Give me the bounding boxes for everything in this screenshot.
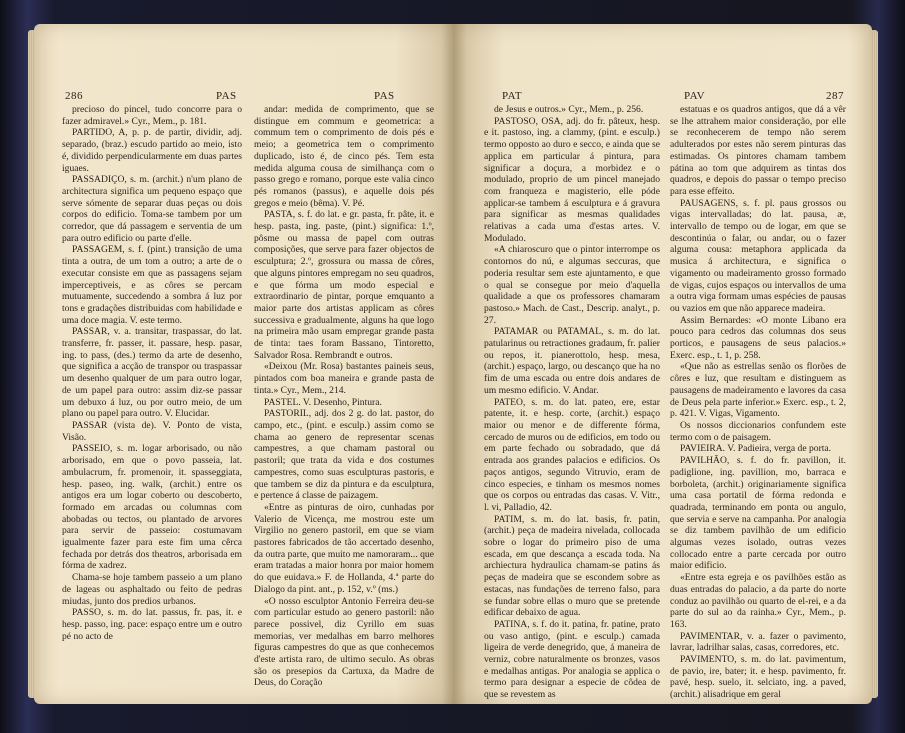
right-page-column-1 [484, 104, 660, 701]
dictionary-paragraph: andar: medida de comprimento, que se distingue em commum e geometrica: a commum tem o comprimento de dois pés e meio; a geometrica tem o comprimento duplicado, isto é, de cinco pés. Tem esta medida alguma cousa de similhança com o passo grego e romano, porque este valia cinco pés romanos (passus), e aquelle dois pés gregos e meio (bêma). V. Pé. [254, 104, 434, 209]
dictionary-paragraph: PATIM, s. m. do lat. basis, fr. patin, (archit.) peça de madeira nivelada, collocada sobre o logar do primeiro piso de uma escada, em que descança a escada toda. Na archiectura hydraulica chamam-se patins ás peças de madeira que se escondem sobre as estacas, nas fundações de terreno falso, para se fundar sobre ellas o muro que se pretende edificar debaixo de agua. [484, 513, 660, 619]
dictionary-paragraph: PAUSAGENS, s. f. pl. paus grossos ou vigas intervalladas; do lat. pausa, æ, intervallo de tempo ou de logar, em que se descontinúa o falar, ou andar, ou o fazer alguma cousa: metaphora applicada da musica á architectura, e significa o vigamento ou madeiramento grosso formado de vigas, cujos espaços ou intervallos de uma a outra viga formam umas espécies de pausas ou vazios em que não apparece madeira. [670, 197, 846, 314]
dictionary-paragraph: «O nosso esculptor Antonio Ferreira deu-se com particular estudo ao genero pastoril: não parece possivel, diz Cyrillo em suas memorias, ver medalhas em barro melhores figuras campestres do que as que conhecemos d'este artista raro, de ultimo seculo. As obras são os presepios da Cartuxa, da Madre de Deus, do Coração [254, 595, 434, 689]
left-header-word-1: PAS [216, 90, 237, 102]
dictionary-paragraph: precioso do pincel, tudo concorre para o fazer admiravel.» Cyr., Mem., p. 181. [62, 104, 242, 127]
dictionary-paragraph: PASSEIO, s. m. logar arborisado, ou não arborisado, em que o povo passeia, lat. ambulacrum, fr. promenoir, it. spasseggiata, hesp. paseo, ing. walk, (archit.) entre os antigos era um logar coberto ou descoberto, formado em arcadas ou columnas com abobadas ou tectos, ou plantado de arvores para servir de passeio: costumavam igualmente fazer para este fim uma cêrca fechada por detrás dos theatros, arborisada em fórma de xadrez. [62, 443, 242, 572]
left-page-column-1 [62, 104, 242, 642]
dictionary-paragraph: PASSAR, v. a. transitar, traspassar, do lat. transferre, fr. passer, it. passare, hesp. pasar, ing. to pass, (des.) termo da arte de desenho, que significa a acção de transpor ou traspassar um desenho qualquer de um para outro logar, de um papel para outro: assim diz-se passar um debuxo á luz, ou por outro meio, de um plano ou papel para outro. V. Elucidar. [62, 326, 242, 420]
dictionary-paragraph: PASSAGEM, s. f. (pint.) transição de uma tinta a outra, de um tom a outro; a arte de o executar consiste em que as passagens sejam imperceptiveis, e as côres se percam mutuamente, succedendo a sombra á luz por tons e gradações distribuidas com habilidade e uma doce magia. V. este termo. [62, 244, 242, 326]
dictionary-paragraph: PARTIDO, A, p. p. de partir, dividir, adj. separado, (braz.) escudo partido ao meio, isto é, dividido perpendicularmente em duas partes iguaes. [62, 127, 242, 174]
dictionary-paragraph: PAVIMENTO, s. m. do lat. pavimentum, de pavio, ire, bater; it. e hesp. pavimento, fr. pavé, hesp. suelo, it. selciato, ing. a paved, (archit.) alisadrique em geral [670, 654, 846, 701]
right-page-column-2 [670, 104, 846, 701]
dictionary-paragraph: Assim Bernardes: «O monte Libano era pouco para cedros das columnas dos seus porticos, e pausagens de seus palacios.» Exerc. esp., t. 1, p. 258. [670, 314, 846, 361]
dictionary-paragraph: PATEO, s. m. do lat. pateo, ere, estar patente, it. e hesp. corte, (archit.) espaço maior ou menor e de differente fórma, cercado de muros ou de edificios, em todo ou em parte fechado ou sobradado, que dá entrada aos grandes palacios e edificios. Os paços antigos, segundo Vitruvio, eram de cinco especies, e tinham os mesmos nomes que os corpos ou entradas das casas. V. Vitr., l. vi, Palladio, 42. [484, 396, 660, 513]
open-book [34, 24, 872, 704]
left-header-word-2: PAS [374, 90, 395, 102]
dictionary-paragraph: PATINA, s. f. do it. patina, fr. patine, prato ou vaso antigo, (pint. e esculp.) camada ligeira de verde denegrido, que, á maneira de verniz, cobre naturalmente os bronzes, vasos e medalhas antigas. Por analogia se applica o termo para designar a especie de côdea de que se revestem as [484, 618, 660, 701]
dictionary-paragraph: «Que não as estrellas senão os florões de côres e luz, que resultam e distinguem as pausagens de madeiramento e lavores da casa de Deus pela parte inferior.» Exerc. esp., t. 2, p. 421. V. Vigas, Vigamento. [670, 361, 846, 420]
dictionary-paragraph: PASTA, s. f. do lat. e gr. pasta, fr. pâte, it. e hesp. pasta, ing. paste, (pint.) significa: 1.º, pôsme ou massa de papel com outras composições, que serve para fazer objectos de esculptura; 2.º, grossura ou massa de côres, que alguns pintores empregam no seu quadros, e que fórma um modo especial e extraordinario de pintar, porque emquanto a maior parte dos artistas applicam as côres successiva e gradualmente, alguns ha que logo na primeira mão usam empregar grande pasta de tinta: taes foram Bassano, Tintoretto, Salvador Rosa. Rembrandt e outros. [254, 209, 434, 361]
left-page-column-2 [254, 104, 434, 689]
dictionary-paragraph: de Jesus e outros.» Cyr., Mem., p. 256. [494, 104, 644, 115]
dictionary-paragraph: PAVIEIRA. V. Padieira, verga de porta. [680, 443, 832, 455]
left-page-number: 286 [65, 90, 83, 102]
dictionary-paragraph: PASSADIÇO, s. m. (archit.) n'um plano de architectura significa um pequeno espaço que serve sómente de separar duas peças ou dois corpos do edificio. Toma-se tambem por um corredor, que dá passagem e serventia de um para outro edificio ou parte d'elle. [62, 174, 242, 244]
dictionary-paragraph: PATAMAR ou PATAMAL, s. m. do lat. patularinus ou retractiones gradaum, fr. palier ou repos, it. pianerottolo, hesp. mesa, (archit.) espaço, largo, ou descanço que ha no fim de uma escada ou entre dois andares de um mesmo edificio. V. Andar. [484, 326, 660, 396]
dictionary-paragraph: PASTORIL, adj. dos 2 g. do lat. pastor, do campo, etc., (pint. e esculp.) assim como se chama ao genero de representar scenas campestres, a que chamam pastoral ou pastoril; que trata da vida e dos costumes campestres, como suas esculpturas pastoris, e que tambem se diz da pintura e da esculptura, e pertence á classe de paizagem. [254, 408, 434, 502]
dictionary-paragraph: Os nossos diccionarios confundem este termo com o de paisagem. [670, 419, 846, 443]
dictionary-paragraph: Chama-se hoje tambem passeio a um plano de lageas ou asphaltado ou feito de pedras miudas, junto dos predios urbanos. [62, 572, 242, 607]
dictionary-paragraph: PASTOSO, OSA, adj. do fr. pâteux, hesp. e it. pastoso, ing. a clammy, (pint. e esculp.) termo opposto ao duro e secco, e ainda que se applica em particular á pintura, para significar a doçura, a morbidez e o modulado, proprio de um pincel manejado com franqueza e magisterio, elle póde applicar-se tambem á esculptura e á gravura para significar as mesmas qualidades relativas a cada uma d'estas artes. V. Modulado. [484, 115, 660, 244]
dictionary-paragraph: «A chiaroscuro que o pintor interrompe os contornos do nú, e algumas seccuras, que poderia resultar sem este ajuntamento, e que o qual se consegue por meio d'aquella qualidade a que os professores chamaram pastoso.» Mach. de Cast., Descrip. analyt., p. 27. [484, 244, 660, 326]
dictionary-paragraph: «Entre as pinturas de oiro, cunhadas por Valerio de Vicença, me mostrou este um Virgilio no genero pastoril, em que se viam pastores fabricados de tão accertado desenho, da outra parte, que muito me namoraram... que eram tratadas a maior honra por maior homem do que euidava.» F. de Hollanda, 4.ª parte do Dialogo da pint. ant., p. 152, v.º (ms.) [254, 501, 434, 595]
right-page-number: 287 [826, 90, 844, 102]
right-header-word-1: PAT [502, 90, 523, 102]
dictionary-paragraph: PAVIMENTAR, v. a. fazer o pavimento, lavrar, ladrilhar salas, casas, corredores, etc. [670, 630, 846, 654]
right-page [454, 24, 872, 704]
dictionary-paragraph: «Entre esta egreja e os pavilhões estão as duas entradas do palacio, a da parte do norte conduz ao pavilhão ou quarto de el-rei, e a da parte do sul ao da rainha.» Cyr., Mem., p. 163. [670, 572, 846, 630]
dictionary-paragraph: estatuas e os quadros antigos, que dá a vêr se lhe attrahem maior consideração, por elle se reconhecerem de tempo não serem adulterados por estes não serem pinturas das estimadas. Os pintores chamam tambem pátina ao tom que adquirem as tintas dos quadros, e depois do passar o tempo preciso para esse effeito. [670, 104, 846, 197]
dictionary-paragraph: PAVILHÃO, s. f. do fr. pavillon, it. padiglione, ing. pavillion, mo, barraca e borboleta, (archit.) originariamente significa uma casa portatil de fórma redonda e quadrada, terminando em ponta ou angulo, que servia e serve na campanha. Por analogia se diz tambem pavilhão de um edificio algumas vezes isolado, outras vezes collocado entre a parte cercada por outro maior edificio. [670, 455, 846, 572]
dictionary-paragraph: PASTEL. V. Desenho, Pintura. [264, 396, 382, 408]
dictionary-paragraph: «Deixou (Mr. Rosa) bastantes paineis seus, pintados com boa maneira e grande pasta de tinta.» Cyr., Mem., 214. [254, 361, 434, 396]
dictionary-paragraph: PASSO, s. m. do lat. passus, fr. pas, it. e hesp. passo, ing. pace: espaço entre um e outro pé no acto de [62, 607, 242, 642]
dictionary-paragraph: PASSAR (vista de). V. Ponto de vista, Visão. [62, 419, 242, 443]
right-header-word-2: PAV [684, 90, 706, 102]
left-page [34, 24, 454, 704]
